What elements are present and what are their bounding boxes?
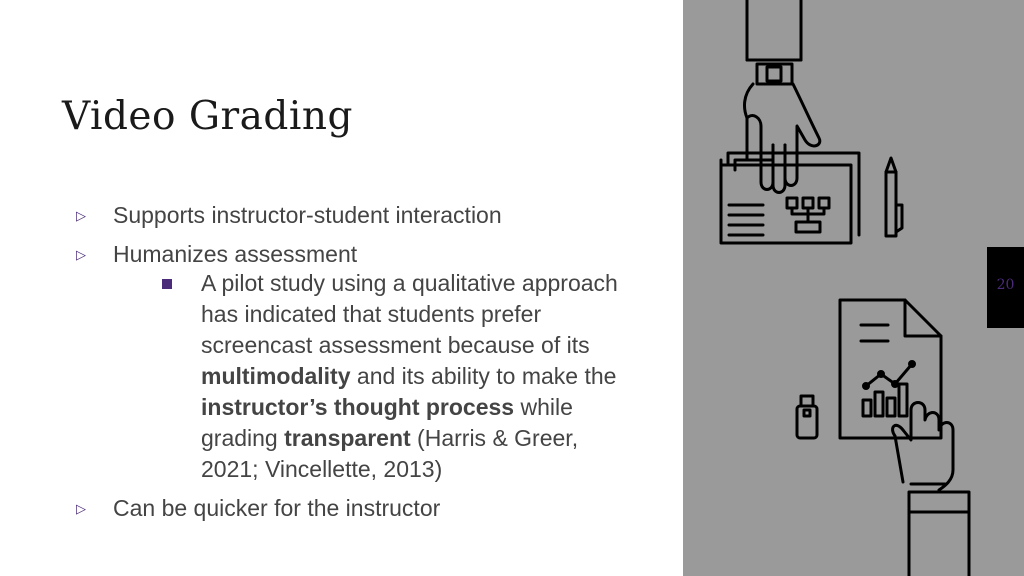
document-icon <box>721 153 859 243</box>
pen-icon <box>886 158 902 236</box>
emphasis-multimodality: multimodality <box>201 363 351 389</box>
bullet-item <box>76 239 636 485</box>
slide-title: Video Grading <box>62 94 353 139</box>
sub-bullet-item <box>113 268 636 485</box>
bullet-text: Can be quicker for the instructor <box>113 495 441 521</box>
sub-text-citation: (Harris & Greer, 2021; Vincellette, 2013) <box>201 425 579 482</box>
emphasis-transparent: transparent <box>284 425 411 451</box>
sub-text-part: A pilot study using a qualitative approach has indicated that students prefer screencast assessment because of its <box>201 270 618 358</box>
sub-text-part: and its ability to make the <box>350 363 617 389</box>
bullet-item <box>76 493 636 524</box>
page-number-box <box>987 247 1024 328</box>
triangle-bullet-icon: ▷ <box>76 501 86 516</box>
triangle-bullet-icon: ▷ <box>76 208 86 223</box>
page-number: 20 <box>996 277 1015 293</box>
bullet-item <box>76 200 636 231</box>
bullet-text: Humanizes assessment <box>113 241 358 267</box>
emphasis-thought-process: instructor’s thought process <box>201 394 515 420</box>
bullet-text: Supports instructor-student interaction <box>113 202 502 228</box>
usb-drive-icon <box>797 396 817 438</box>
sub-bullet-text <box>201 270 618 482</box>
square-bullet-icon <box>162 279 172 289</box>
sub-text-part: while grading <box>201 394 573 451</box>
illustration <box>683 0 1024 576</box>
bullet-list <box>76 200 636 524</box>
triangle-bullet-icon: ▷ <box>76 247 86 262</box>
hand-icon <box>893 403 969 576</box>
